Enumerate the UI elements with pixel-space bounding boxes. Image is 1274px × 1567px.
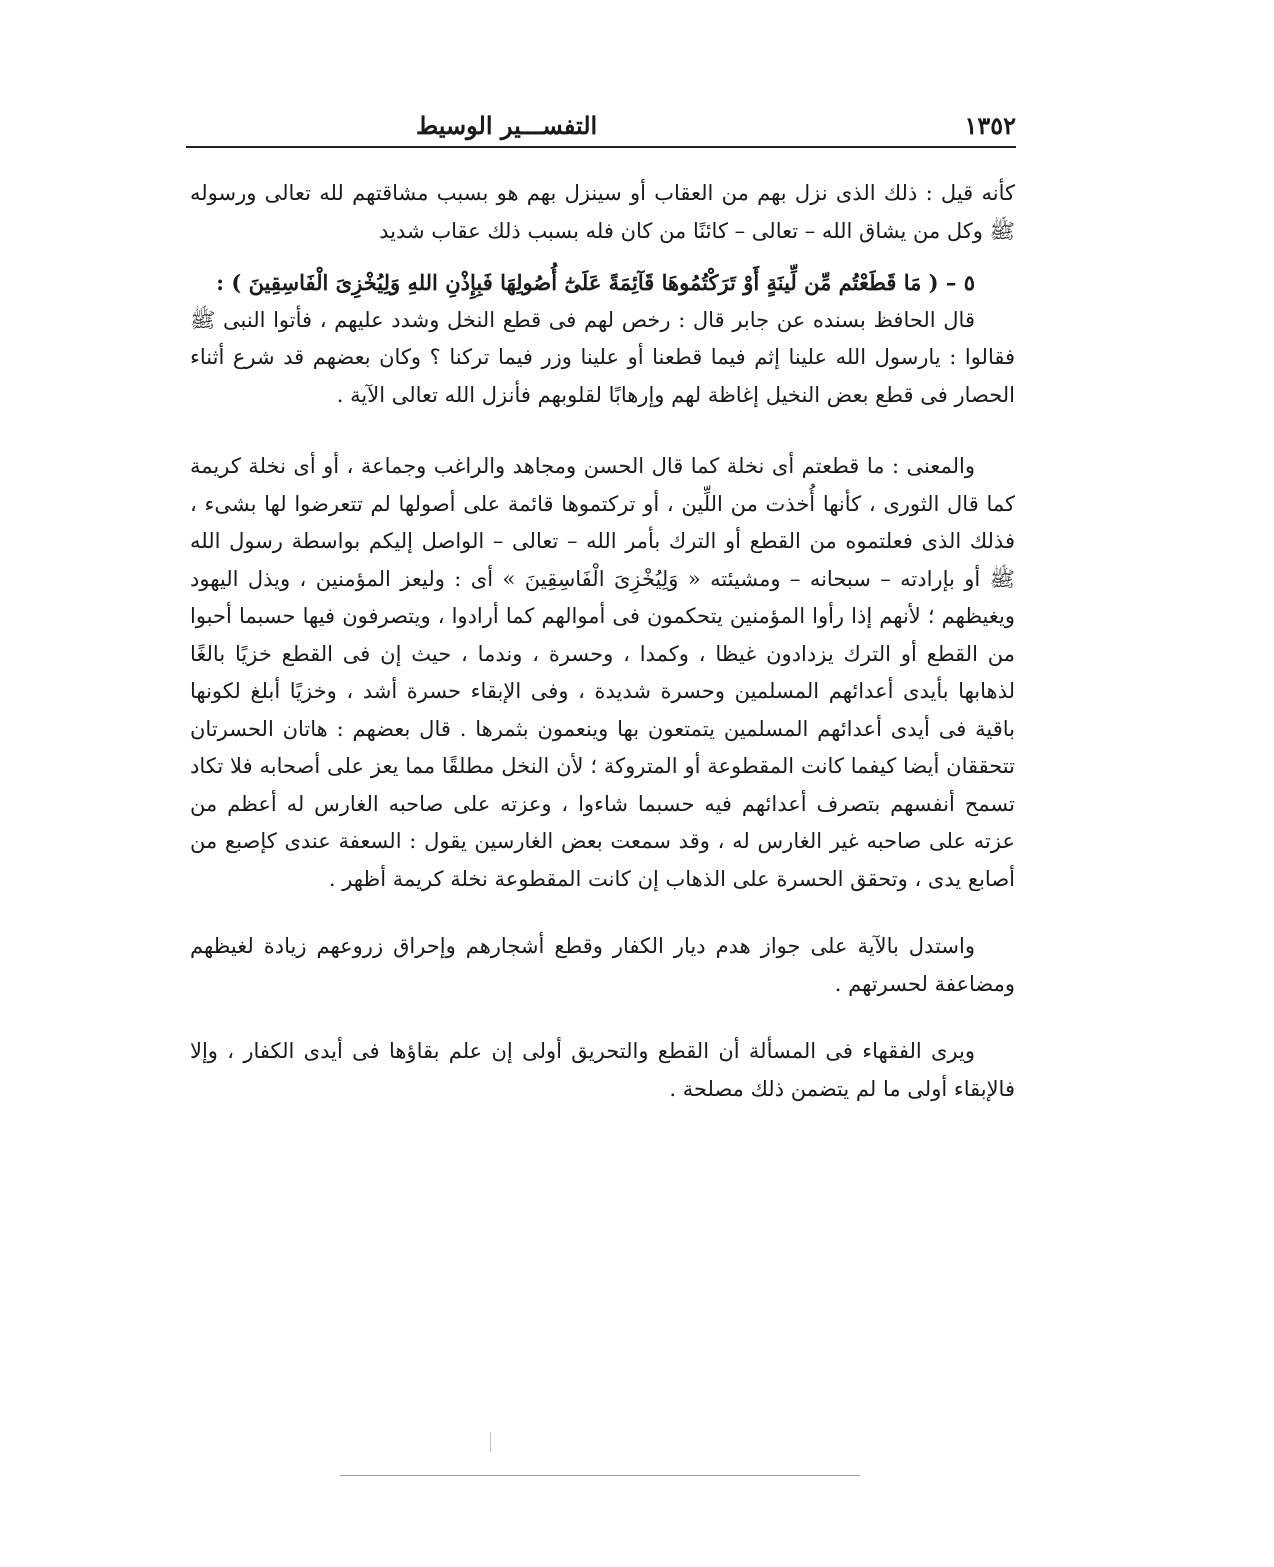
paragraph-continuation: كأنه قيل : ذلك الذى نزل بهم من العقاب أو سينزل بهم هو بسبب مشاقتهم لله تعالى ورسوله ﷺ وكل من يشاق الله – تعالى – كائنًا من كان فله بسبب ذلك عقاب شديد [190, 181, 1015, 243]
paragraph-meaning: والمعنى : ما قطعتم أى نخلة كما قال الحسن ومجاهد والراغب وجماعة ، أو أى نخلة كريمة كما قال الثورى ، كأنها أُخذت من اللِّين ، أو تركتموها قائمة على أصولها لم تتعرضوا لها بشىء ، فذلك الذى فعلتموه من القطع أو الترك بأمر الله – تعالى – الواصل إليكم بواسطة رسول الله ﷺ أو بإرادته – سبحانه – ومشيئته « وَلِيُخْزِىَ الْفَاسِقِينَ » أى : وليعز المؤمنين ، ويذل اليهود ويغيظهم ؛ لأنهم إذا رأوا المؤمنين يتحكمون فى أموالهم كما أرادوا ، ويتصرفون فيها حسبما أحبوا من القطع أو الترك يزدادون غيظا ، وكمدا ، وحسرة ، وندما ، حيث إن فى القطع خزيًا بالغًا لذهابها بأيدى أعدائهم المسلمين وحسرة شديدة ، وفى الإبقاء حسرة أشد ، وخزيًا أبلغ لكونها باقية فى أيدى أعدائهم المسلمين يتمتعون بها وينعمون بثمرها . قال بعضهم : هاتان الحسرتان تتحققان أيضا كيفما كانت المقطوعة أو المتروكة ؛ لأن النخل مطلقًا مما يعز على أصحابه فلا تكاد تسمح أنفسهم بتصرف أعدائهم فيه حسبما شاءوا ، وعزته على صاحبه الغارس له أعظم من عزته على صاحبه غير الغارس له ، وقد سمعت بعض الغارسين يقول : السعفة عندى كإصبع من أصابع يدى ، وتحقق الحسرة على الذهاب إن كانت المقطوعة نخلة كريمة أظهر . [190, 454, 1015, 891]
paragraph-inference: واستدل بالآية على جواز هدم ديار الكفار وقطع أشجارهم وإحراق زروعهم زيادة لغيظهم ومضاعفة لحسرتهم . [190, 934, 1015, 996]
paragraph-narration: قال الحافظ بسنده عن جابر قال : رخص لهم فى قطع النخل وشدد عليهم ، فأتوا النبى ﷺ فقالوا : يارسول الله علينا إثم فيما قطعنا أو علينا وزر فيما تركنا ؟ وكان بعضهم قد شرع أثناء الحصار فى قطع بعض النخيل إغاظة لهم وإرهابًا لقلوبهم فأنزل الله تعالى الآية . [190, 307, 1015, 407]
verse-heading: ٥ – ( مَا قَطَعْتُم مِّن لِّينَةٍ أَوْ تَرَكْتُمُوهَا قَآئِمَةً عَلَىٰٓ أُصُولِهَا فَبِإِذْنِ اللهِ وَلِيُخْزِىَ الْفَاسِقِينَ ) : [216, 270, 975, 295]
footer-tick-mark [490, 1432, 491, 1452]
page-header [186, 100, 1016, 148]
body-text [190, 175, 1015, 1108]
running-title: التفســـير الوسيط [416, 111, 598, 140]
paragraph-jurists: ويرى الفقهاء فى المسألة أن القطع والتحريق أولى إن علم بقاؤها فى أيدى الكفار ، وإلا فالإبقاء أولى ما لم يتضمن ذلك مصلحة . [190, 1039, 1015, 1101]
page-number: ١٣٥٢ [964, 111, 1016, 140]
footer-rule [340, 1475, 860, 1476]
